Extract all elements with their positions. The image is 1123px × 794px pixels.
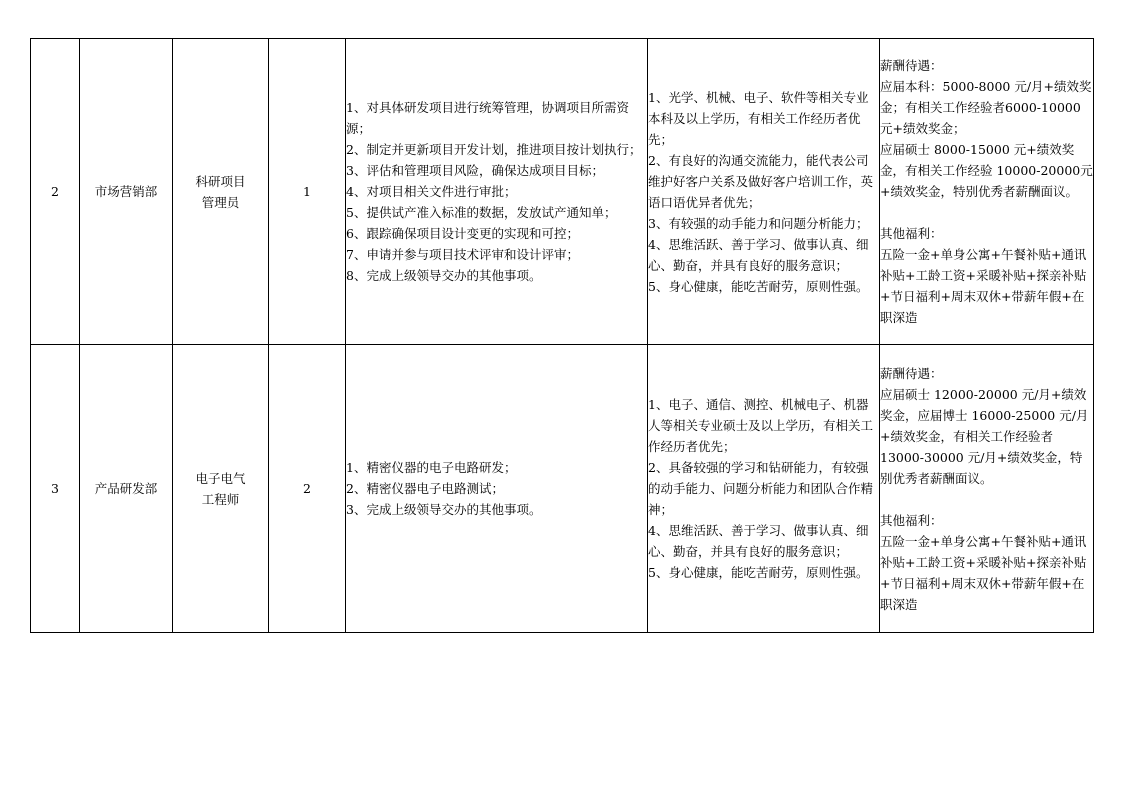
headcount: 1 xyxy=(269,39,346,345)
pay-item: 应届硕士 8000-15000 元+绩效奖金，有相关工作经验 10000-20000元+绩效奖金，特别优秀者薪酬面议。 xyxy=(880,142,1093,199)
position-title-line: 管理员 xyxy=(201,194,240,210)
duty-item: 3、完成上级领导交办的其他事项。 xyxy=(346,502,542,517)
requirement-item: 4、思维活跃、善于学习、做事认真、细心、勤奋，并具有良好的服务意识； xyxy=(648,523,869,559)
position-title-line: 科研项目 xyxy=(195,173,246,189)
row-number: 2 xyxy=(31,39,80,345)
compensation xyxy=(880,39,1094,345)
duty-item: 6、跟踪确保项目设计变更的实现和可控； xyxy=(346,226,579,241)
requirement-item: 3、有较强的动手能力和问题分析能力； xyxy=(648,215,869,231)
benefits-text: 五险一金+单身公寓+午餐补贴+通讯补贴+工龄工资+采暖补贴+探亲补贴+节日福利+周末双休+带薪年假+在职深造 xyxy=(880,533,1087,612)
requirement-item: 5、身心健康，能吃苦耐劳，原则性强。 xyxy=(648,278,869,294)
pay-heading: 薪酬待遇： xyxy=(880,365,943,381)
pay-heading: 薪酬待遇： xyxy=(880,58,943,73)
benefits-heading: 其他福利： xyxy=(880,512,943,528)
job-duties xyxy=(346,345,648,633)
duty-item: 3、评估和管理项目风险，确保达成项目目标； xyxy=(346,163,604,178)
duty-item: 7、申请并参与项目技术评审和设计评审； xyxy=(346,247,579,262)
requirement-item: 4、思维活跃、善于学习、做事认真、细心、勤奋，并具有良好的服务意识； xyxy=(648,236,869,273)
requirement-item: 2、具备较强的学习和钻研能力，有较强的动手能力、问题分析能力和团队合作精神； xyxy=(648,460,874,517)
requirement-item: 2、有良好的沟通交流能力，能代表公司维护好客户关系及做好客户培训工作，英语口语优异者优先； xyxy=(648,152,874,210)
position-title-line: 工程师 xyxy=(201,491,240,507)
recruitment-table xyxy=(30,38,1094,633)
duty-item: 4、对项目相关文件进行审批； xyxy=(346,184,517,199)
job-duties xyxy=(346,39,648,345)
compensation xyxy=(880,345,1094,633)
requirement-item: 5、身心健康，能吃苦耐劳，原则性强。 xyxy=(648,565,869,580)
row-number: 3 xyxy=(31,345,80,633)
requirement-item: 1、电子、通信、测控、机械电子、机器人等相关专业硕士及以上学历，有相关工作经历者优先； xyxy=(648,397,874,454)
duty-item: 1、对具体研发项目进行统筹管理，协调项目所需资源； xyxy=(346,100,629,136)
department: 市场营销部 xyxy=(80,39,173,345)
position-title xyxy=(173,345,269,633)
spacer xyxy=(880,202,1093,223)
requirement-item: 1、光学、机械、电子、软件等相关专业本科及以上学历，有相关工作经历者优先； xyxy=(648,89,869,147)
department: 产品研发部 xyxy=(80,345,173,633)
duty-item: 5、提供试产准入标准的数据，发放试产通知单； xyxy=(346,205,617,220)
job-requirements xyxy=(648,345,880,633)
spacer xyxy=(880,489,1093,510)
duty-item: 8、完成上级领导交办的其他事项。 xyxy=(346,268,542,283)
pay-item: 应届硕士 12000-20000 元/月+绩效奖金，应届博士 16000-25000 元/月+绩效奖金，有相关工作经验者 13000-30000 元/月+绩效奖金，特别优秀者薪酬面议。 xyxy=(880,386,1089,486)
duty-item: 2、精密仪器电子电路测试； xyxy=(346,481,504,496)
benefits-heading: 其他福利： xyxy=(880,226,943,241)
position-title xyxy=(173,39,269,345)
duty-item: 2、制定并更新项目开发计划，推进项目按计划执行； xyxy=(346,142,642,157)
position-title-line: 电子电气 xyxy=(195,470,246,486)
benefits-text: 五险一金+单身公寓+午餐补贴+通讯补贴+工龄工资+采暖补贴+探亲补贴+节日福利+周末双休+带薪年假+在职深造 xyxy=(880,247,1087,325)
pay-item: 应届本科：5000-8000 元/月+绩效奖金；有相关工作经验者6000-10000 元+绩效奖金； xyxy=(880,79,1092,136)
table-row xyxy=(31,39,1094,345)
headcount: 2 xyxy=(269,345,346,633)
table-row xyxy=(31,345,1094,633)
duty-item: 1、精密仪器的电子电路研发； xyxy=(346,460,517,475)
job-requirements xyxy=(648,39,880,345)
